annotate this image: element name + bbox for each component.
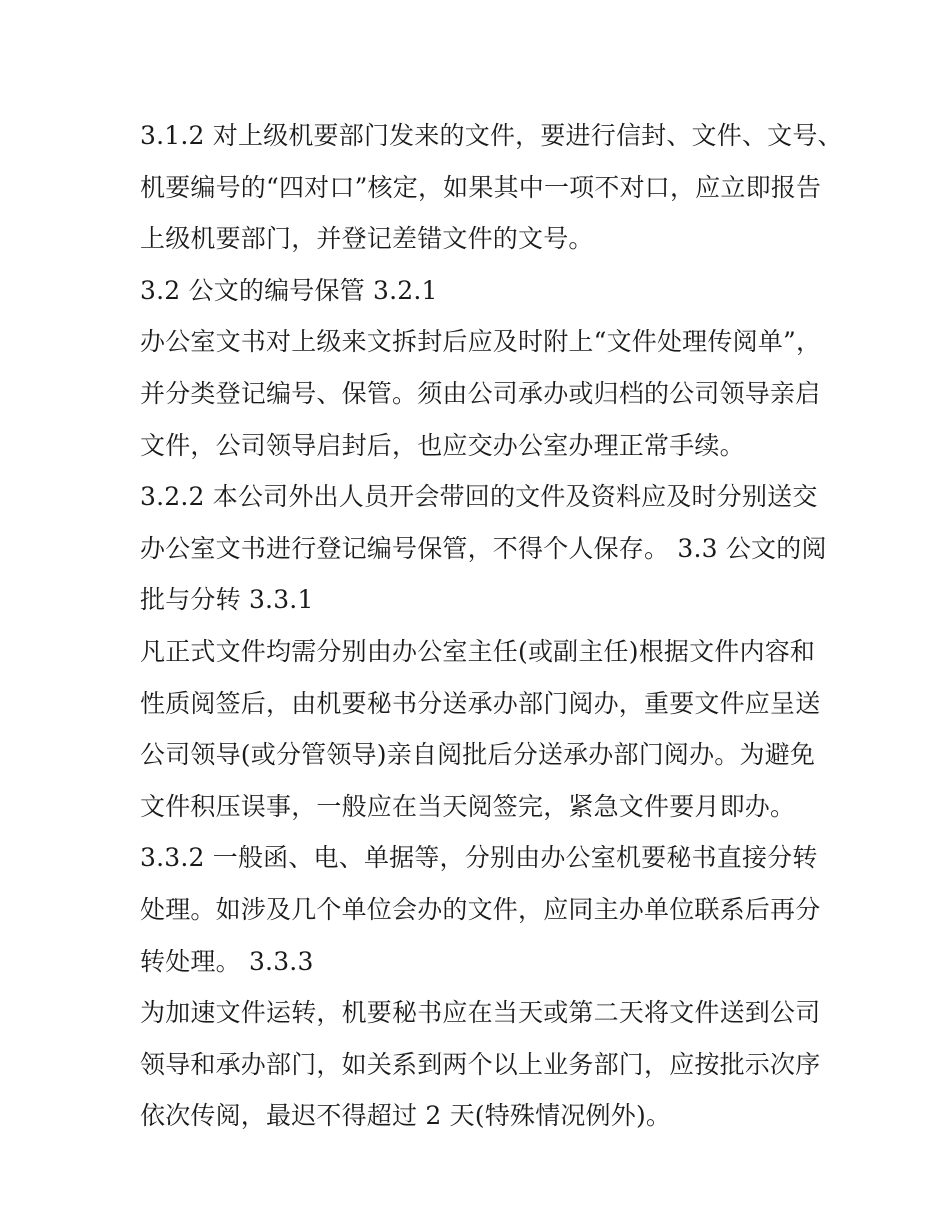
text-line: 为加速文件运转，机要秘书应在当天或第二天将文件送到公司 (140, 998, 821, 1028)
text-line: 3.2.2 本公司外出人员开会带回的文件及资料应及时分别送交 (140, 482, 818, 512)
text-line: 公司领导(或分管领导)亲自阅批后分送承办部门阅办。为避免 (140, 740, 816, 770)
text-line: 凡正式文件均需分别由办公室主任(或副主任)根据文件内容和 (140, 636, 816, 666)
text-line: 性质阅签后，由机要秘书分送承办部门阅办，重要文件应呈送 (140, 688, 821, 718)
text-line: 上级机要部门，并登记差错文件的文号。 (140, 224, 594, 254)
text-line: 转处理。 3.3.3 (140, 946, 314, 976)
text-line: 文件积压误事，一般应在当天阅签完，紧急文件要月即办。 (140, 791, 796, 821)
text-line: 办公室文书进行登记编号保管，不得个人保存。 3.3 公文的阅 (140, 533, 827, 563)
text-line: 3.1.2 对上级机要部门发来的文件，要进行信封、文件、文号、 (140, 121, 843, 150)
document-body (140, 110, 843, 1142)
text-line: 机要编号的“四对口”核定，如果其中一项不对口，应立即报告 (140, 172, 822, 202)
text-line: 并分类登记编号、保管。须由公司承办或归档的公司领导亲启 (140, 378, 821, 408)
text-line: 处理。如涉及几个单位会办的文件，应同主办单位联系后再分 (140, 894, 821, 924)
text-line: 依次传阅，最迟不得超过 2 天(特殊情况例外)。 (140, 1101, 672, 1131)
text-line: 办公室文书对上级来文拆封后应及时附上“文件处理传阅单”， (140, 327, 822, 357)
text-line: 文件，公司领导启封后，也应交办公室办理正常手续。 (140, 430, 745, 460)
text-line: 3.3.2 一般函、电、单据等，分别由办公室机要秘书直接分转 (140, 843, 818, 873)
text-line: 批与分转 3.3.1 (140, 585, 314, 615)
text-line: 领导和承办部门，如关系到两个以上业务部门，应按批示次序 (140, 1049, 821, 1079)
text-line: 3.2 公文的编号保管 3.2.1 (140, 275, 438, 305)
